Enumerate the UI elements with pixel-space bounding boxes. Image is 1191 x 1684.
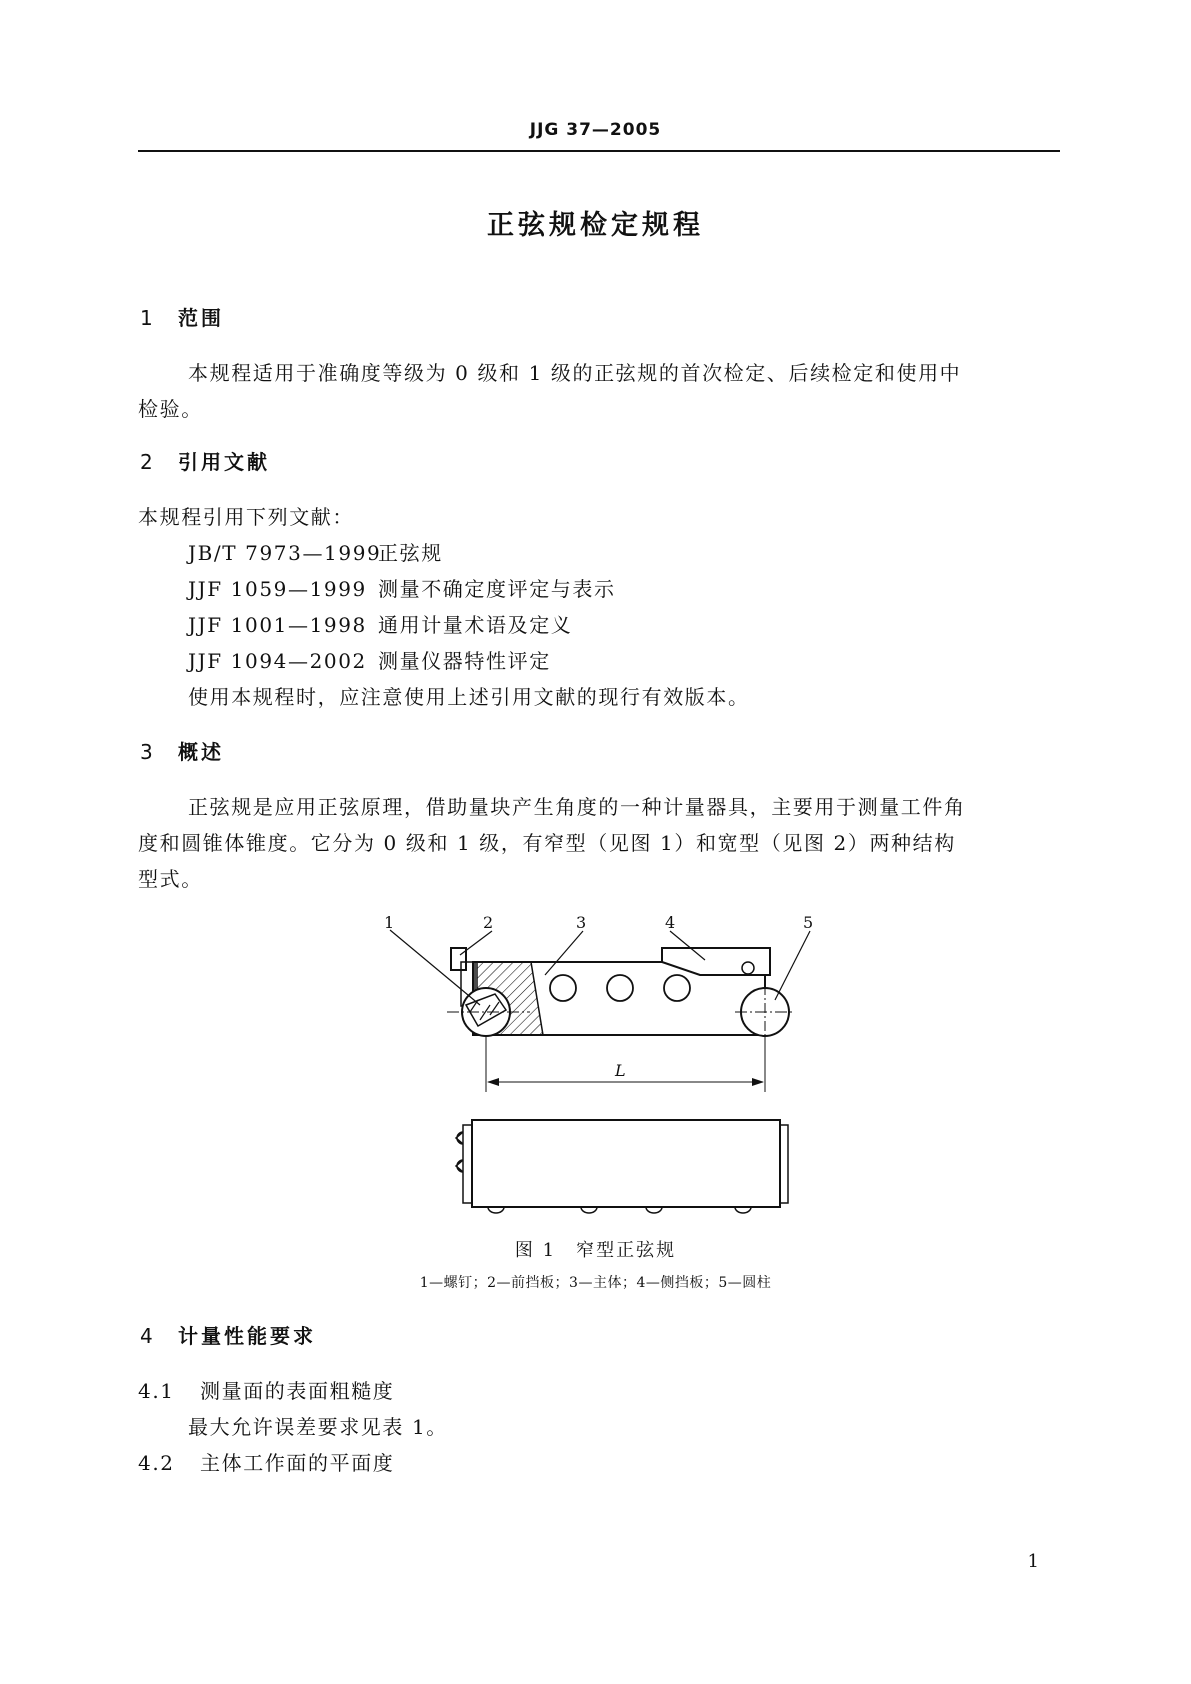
reference-code: JJF 1001—1998 <box>188 613 367 637</box>
figure-label-2: 2 <box>483 913 494 932</box>
figure-label-1: 1 <box>384 913 395 932</box>
section-3-para-line-1: 正弦规是应用正弦原理，借助量块产生角度的一种计量器具，主要用于测量工件角 <box>188 795 966 819</box>
references-note: 使用本规程时，应注意使用上述引用文献的现行有效版本。 <box>188 685 750 709</box>
dimension-label-L: L <box>615 1061 626 1080</box>
plan-screw <box>456 1132 463 1144</box>
section-4-number: 4 <box>140 1324 156 1348</box>
section-3-title: 概述 <box>178 740 224 764</box>
section-4-title: 计量性能要求 <box>178 1324 316 1348</box>
figure-label-5: 5 <box>803 913 814 932</box>
front-stop-plate <box>451 948 466 970</box>
hole <box>664 975 690 1001</box>
reference-code: JB/T 7973—1999 <box>188 541 382 565</box>
hole <box>550 975 576 1001</box>
section-1-para-line-2: 检验。 <box>138 397 203 421</box>
subsection-4-2-title: 主体工作面的平面度 <box>200 1451 395 1475</box>
subsection-4-1 <box>138 1375 394 1404</box>
reference-name: 通用计量术语及定义 <box>378 613 573 637</box>
hole <box>607 975 633 1001</box>
subsection-4-2 <box>138 1447 394 1476</box>
figure-legend: 1—螺钉；2—前挡板；3—主体；4—侧挡板；5—圆柱 <box>419 1275 772 1291</box>
reference-name: 测量仪器特性评定 <box>378 649 551 673</box>
reference-name: 测量不确定度评定与表示 <box>378 577 616 601</box>
figure-label-3: 3 <box>576 913 587 932</box>
section-3-para-line-3: 型式。 <box>138 867 203 891</box>
subsection-4-1-text: 最大允许误差要求见表 1。 <box>188 1415 448 1439</box>
figure-caption: 图 1 窄型正弦规 <box>514 1240 677 1261</box>
page-title: 正弦规检定规程 <box>487 210 704 241</box>
reference-name: 正弦规 <box>378 541 443 565</box>
reference-code: JJF 1094—2002 <box>188 649 367 673</box>
document-code-header: JJG 37—2005 <box>529 120 662 140</box>
section-2-number: 2 <box>140 450 156 474</box>
subsection-4-2-number: 4.2 <box>138 1451 175 1475</box>
section-1-para-line-1: 本规程适用于准确度等级为 0 级和 1 级的正弦规的首次检定、后续检定和使用中 <box>188 361 962 385</box>
subsection-4-1-number: 4.1 <box>138 1379 175 1403</box>
plan-view-body <box>472 1120 780 1207</box>
section-3-number: 3 <box>140 740 156 764</box>
section-4-heading <box>140 1320 316 1349</box>
section-1-title: 范围 <box>178 306 224 330</box>
section-3-para-line-2: 度和圆锥体锥度。它分为 0 级和 1 级，有窄型（见图 1）和宽型（见图 2）两种结构 <box>138 831 956 855</box>
references-intro: 本规程引用下列文献： <box>138 505 354 529</box>
figure-label-4: 4 <box>665 913 676 932</box>
section-1-number: 1 <box>140 306 156 330</box>
subsection-4-1-title: 测量面的表面粗糙度 <box>200 1379 395 1403</box>
reference-code: JJF 1059—1999 <box>188 577 367 601</box>
plan-screw <box>456 1160 463 1172</box>
section-2-title: 引用文献 <box>178 450 270 474</box>
side-plate-pin <box>742 962 754 974</box>
page-number: 1 <box>1027 1551 1039 1572</box>
